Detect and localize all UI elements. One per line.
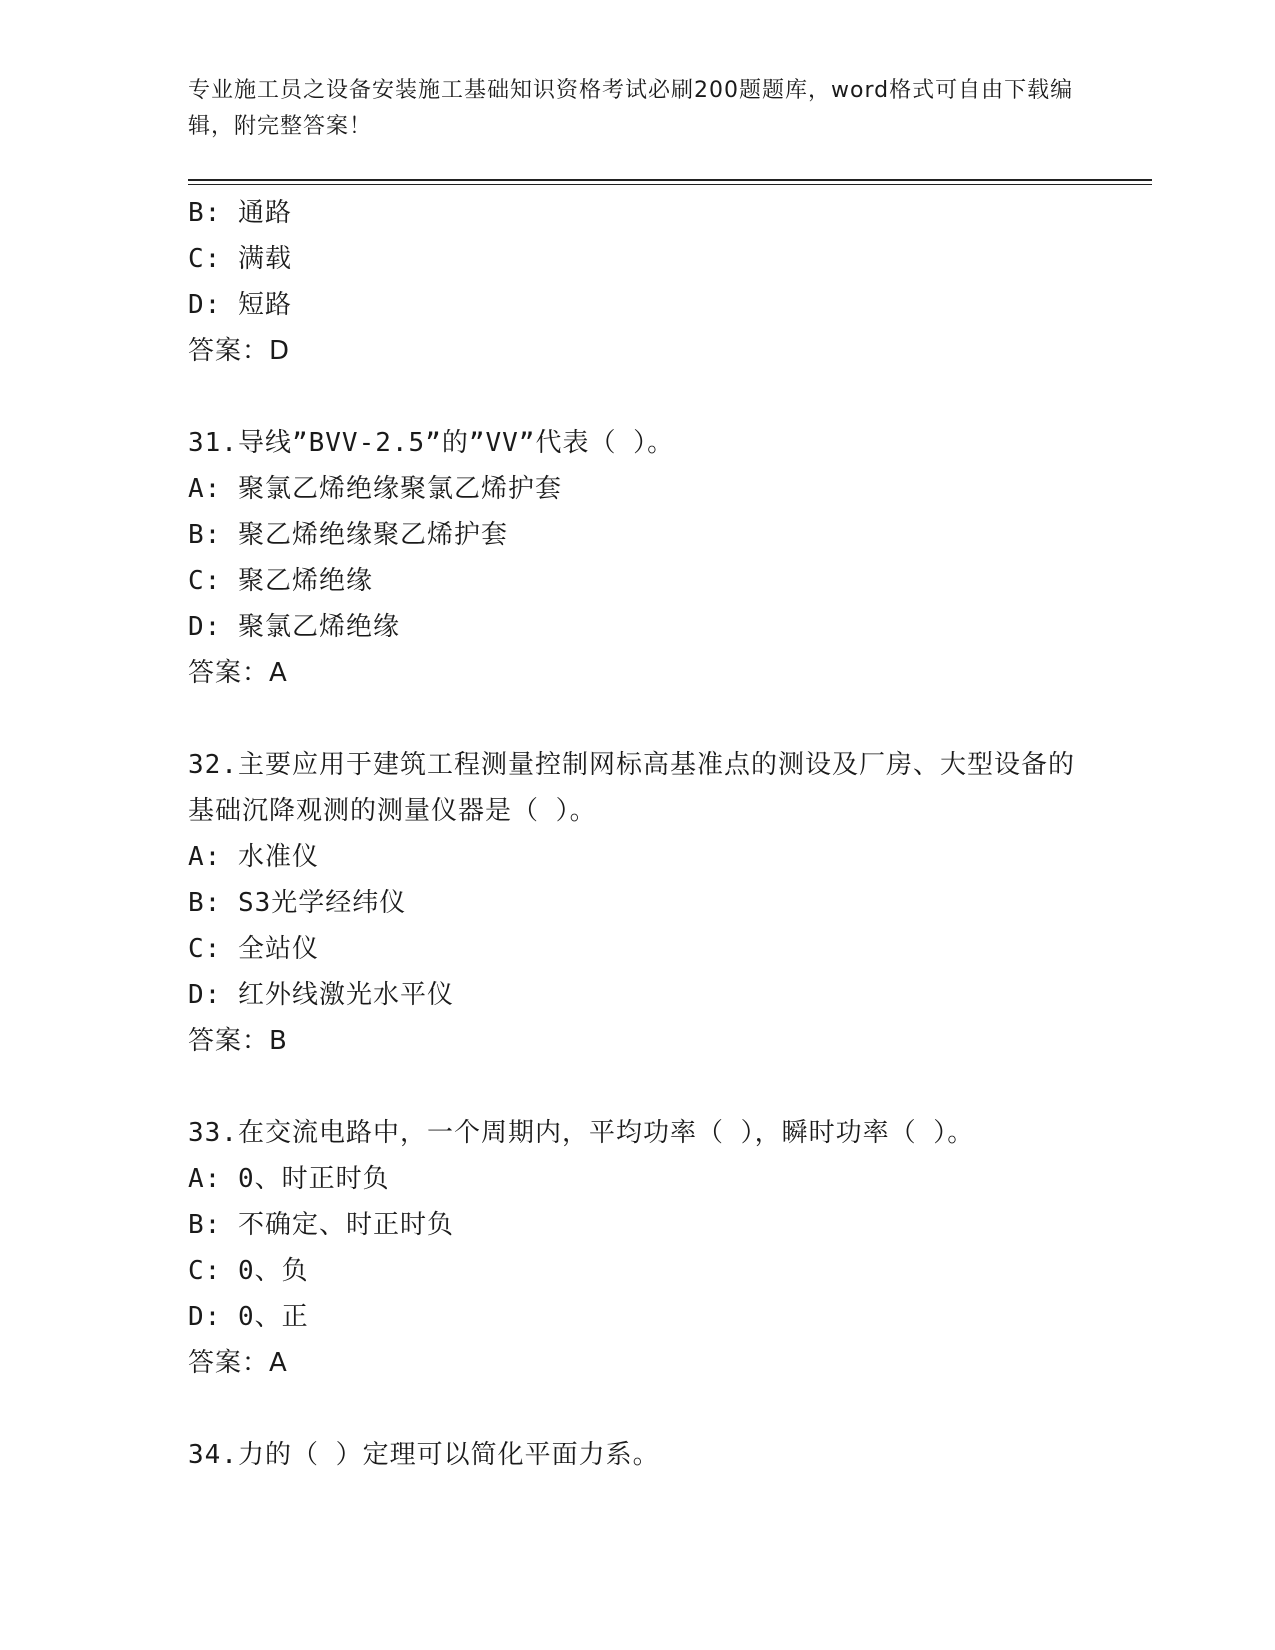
question-text: 31.导线”BVV-2.5”的”VV”代表（ ）。	[188, 428, 675, 458]
header-rule-thick	[188, 179, 1152, 181]
option-a: A: 0、时正时负	[188, 1164, 390, 1194]
question-33	[188, 1110, 1088, 1386]
answer-line: 答案：D	[188, 336, 291, 366]
page-header	[188, 73, 1088, 145]
option-c: C: 0、负	[188, 1256, 309, 1286]
question-text: 34.力的（ ）定理可以简化平面力系。	[188, 1440, 660, 1470]
option-a: A: 聚氯乙烯绝缘聚氯乙烯护套	[188, 474, 562, 504]
option-c: C: 聚乙烯绝缘	[188, 566, 373, 596]
question-list	[188, 190, 1088, 1478]
spacer	[188, 374, 1088, 420]
spacer	[188, 1386, 1088, 1432]
question-text: 32.主要应用于建筑工程测量控制网标高基准点的测设及厂房、大型设备的基础沉降观测的测量仪器是（ ）。	[188, 750, 1075, 826]
previous-question-tail	[188, 190, 1088, 374]
option-d: D: 短路	[188, 290, 292, 320]
option-b: B: 不确定、时正时负	[188, 1210, 454, 1240]
option-d: D: 聚氯乙烯绝缘	[188, 612, 400, 642]
question-32	[188, 742, 1088, 1064]
answer-line: 答案：B	[188, 1026, 288, 1056]
option-a: A: 水准仪	[188, 842, 319, 872]
option-d: D: 0、正	[188, 1302, 309, 1332]
option-b: B: 通路	[188, 198, 292, 228]
option-d: D: 红外线激光水平仪	[188, 980, 454, 1010]
answer-line: 答案：A	[188, 1348, 288, 1378]
answer-line: 答案：A	[188, 658, 288, 688]
spacer	[188, 696, 1088, 742]
question-text: 33.在交流电路中，一个周期内，平均功率（ ），瞬时功率（ ）。	[188, 1118, 975, 1148]
spacer	[188, 1064, 1088, 1110]
question-31	[188, 420, 1088, 696]
option-c: C: 满载	[188, 244, 292, 274]
header-rule-thin	[188, 184, 1152, 185]
option-c: C: 全站仪	[188, 934, 319, 964]
option-b: B: 聚乙烯绝缘聚乙烯护套	[188, 520, 508, 550]
option-b: B: S3光学经纬仪	[188, 888, 407, 918]
header-title: 专业施工员之设备安装施工基础知识资格考试必刷200题题库，word格式可自由下载编辑，附完整答案！	[188, 78, 1074, 139]
question-34	[188, 1432, 1088, 1478]
